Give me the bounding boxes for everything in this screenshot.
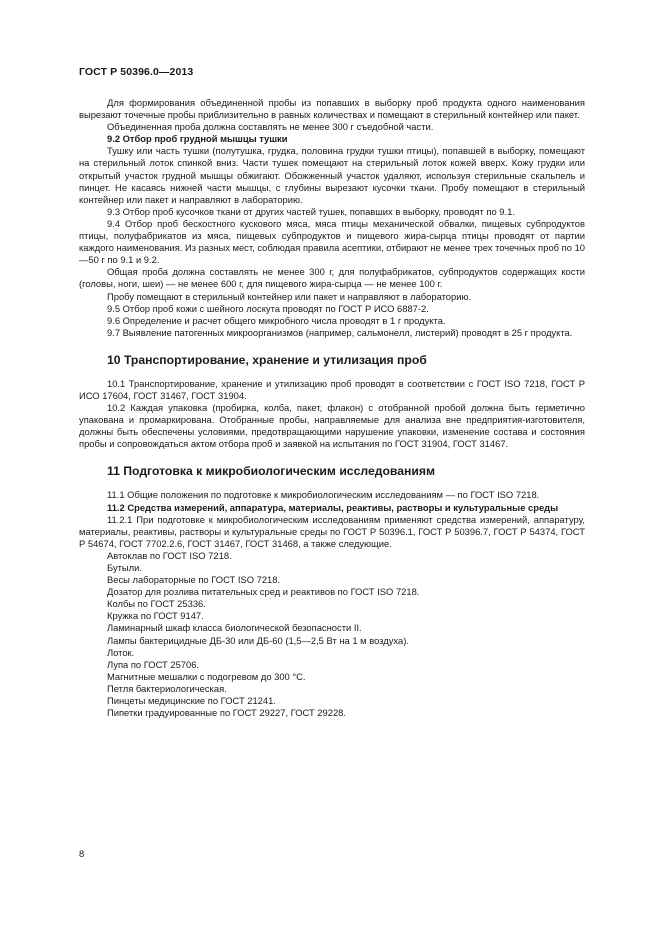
paragraph-9-4: 9.4 Отбор проб бескостного кускового мяса, мяса птицы механической обвалки, пищевых субпродуктов птицы, полуфабрикатов из мяса, пищевых субпродуктов и пищевого жира-сырца птицы проводят от партии каждого наименования. Из разных мест, соблюдая правила асептики, отбирают не менее трех точечных проб по 10—50 г по 9.1 и 9.2. (79, 217, 585, 266)
page-content (79, 97, 585, 719)
standard-code-header: ГОСТ Р 50396.0—2013 (79, 66, 194, 78)
equipment-item: Кружка по ГОСТ 9147. (107, 610, 204, 622)
equipment-item: Лоток. (107, 646, 135, 658)
paragraph-sample-container: Пробу помещают в стерильный контейнер или пакет и направляют в лабораторию. (107, 290, 472, 302)
paragraph-9-6: 9.6 Определение и расчет общего микробного числа проводят в 1 г продукта. (107, 314, 446, 326)
equipment-item: Лампы бактерицидные ДБ-30 или ДБ-60 (1,5—2,5 Вт на 1 м воздуха). (107, 634, 409, 646)
equipment-item: Лупа по ГОСТ 25706. (107, 658, 200, 670)
equipment-item: Петля бактериологическая. (107, 682, 227, 694)
equipment-item: Пинцеты медицинские по ГОСТ 21241. (107, 695, 276, 707)
equipment-item: Весы лабораторные по ГОСТ ISO 7218. (107, 574, 281, 586)
spacer (79, 479, 585, 489)
subsection-heading-11-2: 11.2 Средства измерений, аппаратура, материалы, реактивы, растворы и культуральные среды (107, 501, 559, 513)
equipment-item: Пипетки градуированные по ГОСТ 29227, ГОСТ 29228. (107, 707, 346, 719)
paragraph-9-3: 9.3 Отбор проб кусочков ткани от других частей тушек, попавших в выборку, проводят по 9.1. (107, 205, 515, 217)
paragraph-11-2-1: 11.2.1 При подготовке к микробиологическим исследованиям применяют средства измерений, аппаратуру, материалы, реактивы, растворы и культуральные среды по ГОСТ Р 50396.1, ГОСТ Р 50396.7, ГОСТ Р 54374, ГОСТ Р 54674, ГОСТ 7702.2.6, ГОСТ 31467, ГОСТ 31468, а также следующие. (79, 513, 585, 549)
spacer (79, 339, 585, 353)
paragraph-combined-sample: Для формирования объединенной пробы из попавших в выборку проб продукта одного наименования вырезают точечные пробы приблизительно в равных количествах и помещают в стерильный контейнер или пакет. (79, 97, 585, 121)
paragraph-total-sample: Общая проба должна составлять не менее 300 г, для полуфабрикатов, субпродуктов содержащих кости (головы, ноги, шеи) — не менее 600 г, для пищевого жира-сырца — не менее 100 г. (79, 266, 585, 290)
equipment-item: Автоклав по ГОСТ ISO 7218. (107, 549, 232, 561)
equipment-item: Бутыли. (107, 562, 142, 573)
page-number: 8 (79, 848, 85, 859)
equipment-item: Магнитные мешалки с подогревом до 300 °С. (107, 670, 306, 682)
paragraph-11-1: 11.1 Общие положения по подготовке к микробиологическим исследованиям — по ГОСТ ISO 7218. (107, 489, 540, 501)
paragraph-9-5: 9.5 Отбор проб кожи с шейного лоскута проводят по ГОСТ Р ИСО 6887-2. (107, 302, 429, 314)
paragraph-9-7: 9.7 Выявление патогенных микроорганизмов (например, сальмонелл, листерий) проводят в 25 г продукта. (107, 326, 573, 338)
spacer (79, 450, 585, 464)
spacer (79, 368, 585, 378)
paragraph-combined-sample-mass: Объединенная проба должна составлять не менее 300 г съедобной части. (107, 121, 434, 133)
subsection-heading-9-2: 9.2 Отбор проб грудной мышцы тушки (107, 133, 288, 145)
paragraph-10-1: 10.1 Транспортирование, хранение и утилизацию проб проводят в соответствии с ГОСТ ISO 7218, ГОСТ Р ИСО 17604, ГОСТ 31467, ГОСТ 31904. (79, 377, 585, 401)
section-heading-10: 10 Транспортирование, хранение и утилизация проб (107, 352, 427, 367)
equipment-item: Дозатор для розлива питательных сред и реактивов по ГОСТ ISO 7218. (107, 586, 420, 598)
paragraph-breast-muscle: Тушку или часть тушки (полутушка, грудка, половина грудки тушки птицы), попавшей в выборку, помещают на стерильный лоток спинкой вниз. Части тушек помещают на стерильный лоток кожей вверх. Кожу грудки или открытый участок грудной мышцы обжигают. Обожженный участок удаляют, используя стерильные скальпель и пинцет. Не касаясь нижней части мышцы, с глубины вырезают кусочки ткани. Пробу помещают в стерильный контейнер или пакет и направляют в лабораторию. (79, 145, 585, 205)
equipment-item: Ламинарный шкаф класса биологической безопасности II. (107, 622, 362, 634)
section-heading-11: 11 Подготовка к микробиологическим исследованиям (107, 464, 435, 479)
paragraph-10-2: 10.2 Каждая упаковка (пробирка, колба, пакет, флакон) с отобранной пробой должна быть герметично упакована и промаркирована. Отобранные пробы, направляемые для анализа вне предприятия-изготовителя, должны быть обеспечены условиями, предотвращающими нарушение упаковки, изменение состава и состояния пробы и сопровождаться актом отбора проб и заявкой на испытания по ГОСТ 31904, ГОСТ 31467. (79, 402, 585, 450)
equipment-item: Колбы по ГОСТ 25336. (107, 598, 206, 610)
